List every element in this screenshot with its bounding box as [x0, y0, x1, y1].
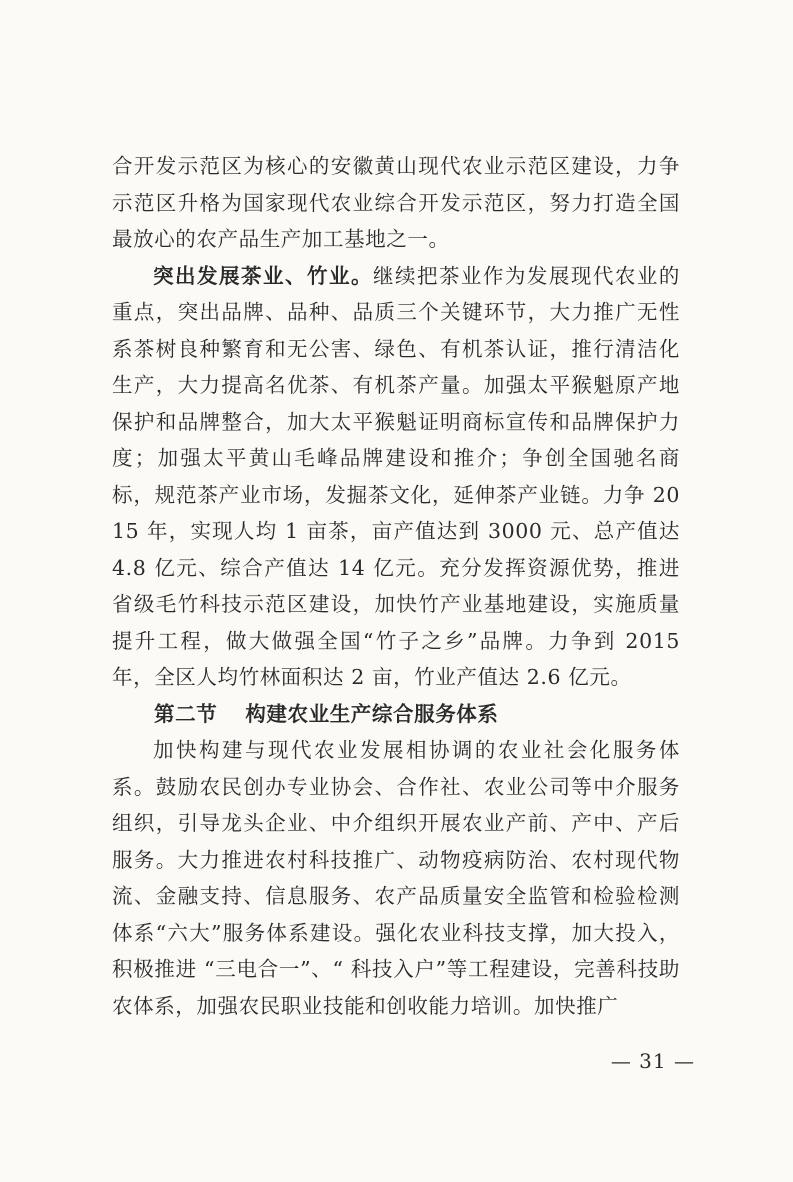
paragraph-text: 加快构建与现代农业发展相协调的农业社会化服务体系。鼓励农民创办专业协会、合作社、农业公司等中介服务组织，引导龙头企业、中介组织开展农业产前、产中、产后服务。大力推进农村科技推广、动物疫病防治、农村现代物流、金融支持、信息服务、农产品质量安全监管和检验检测体系“六大”服务体系建设。强化农业科技支撑，加大投入，积极推进 “三电合一”、“ 科技入户”等工程建设，完善科技助农体系，加强农民职业技能和创收能力培训。加快推广: [112, 738, 680, 1018]
paragraph-lead: 突出发展茶业、竹业。: [153, 263, 373, 288]
body-text: [112, 148, 680, 1024]
paragraph-text: 合开发示范区为核心的安徽黄山现代农业示范区建设，力争示范区升格为国家现代农业综合开发示范区，努力打造全国最放心的农产品生产加工基地之一。: [112, 154, 680, 251]
page-number: — 31 —: [610, 1049, 695, 1073]
paragraph-continuation: [112, 148, 680, 258]
section-number: 第二节: [154, 701, 218, 726]
paragraph-tea-bamboo: [112, 258, 680, 696]
paragraph-service-system: [112, 732, 680, 1024]
section-title: 构建农业生产综合服务体系: [245, 701, 499, 726]
paragraph-text: 继续把茶业作为发展现代农业的重点，突出品牌、品种、品质三个关键环节，大力推广无性系茶树良种繁育和无公害、绿色、有机茶认证，推行清洁化生产，大力提高名优茶、有机茶产量。加强太平猴魁原产地保护和品牌整合，加大太平猴魁证明商标宣传和品牌保护力度；加强太平黄山毛峰品牌建设和推介；争创全国驰名商标，规范茶产业市场，发掘茶文化，延伸茶产业链。力争 2015 年，实现人均 1 亩茶，亩产值达到 3000 元、总产值达 4.8 亿元、综合产值达 14 亿元。充分发挥资源优势，推进省级毛竹科技示范区建设，加快竹产业基地建设，实施质量提升工程，做大做强全国“竹子之乡”品牌。力争到 2015 年，全区人均竹林面积达 2 亩，竹业产值达 2.6 亿元。: [112, 263, 680, 689]
section-heading: [112, 696, 680, 733]
